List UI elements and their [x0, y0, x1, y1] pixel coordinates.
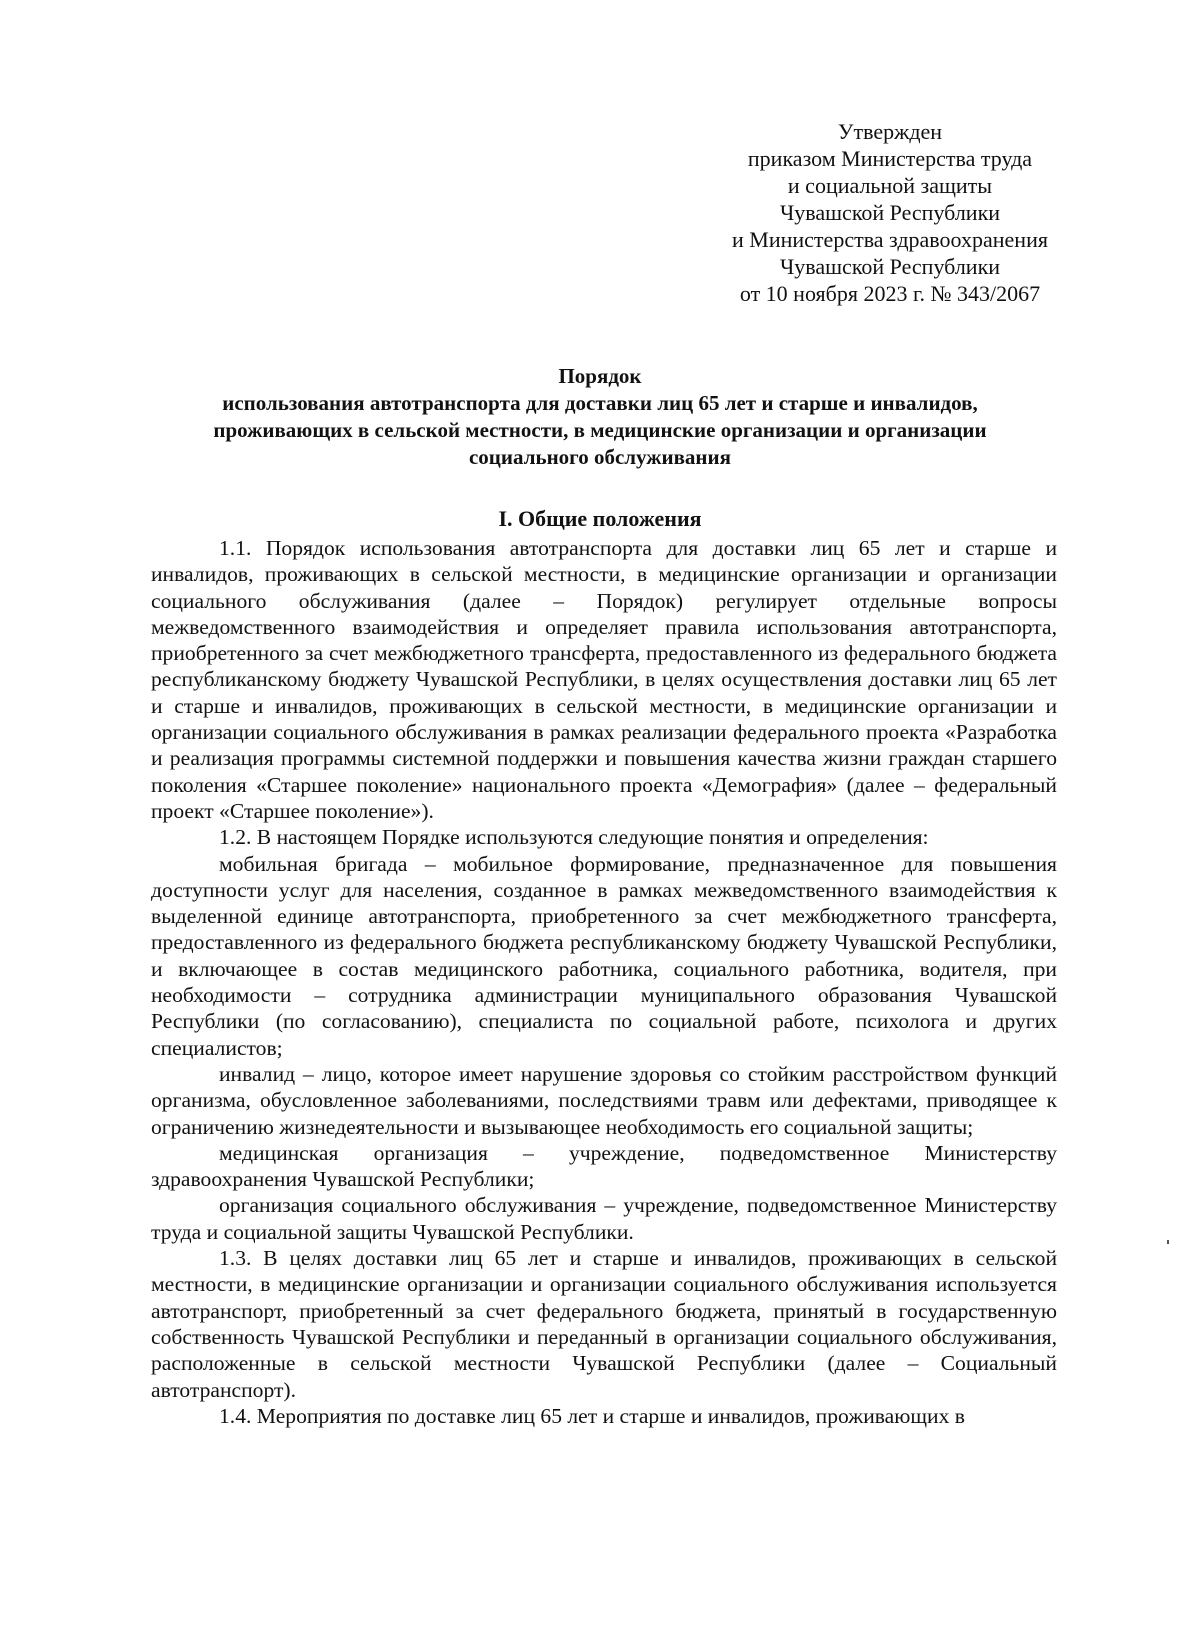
- title-line: Порядок: [558, 364, 642, 388]
- paragraph-1-1: 1.1. Порядок использования автотранспорта для доставки лиц 65 лет и старше и инвалидов, проживающих в сельской местности, в медицинские организации и организации социального обслуживания (далее – Порядок) регулирует отдельные вопросы межведомственного взаимодействия и определяет правила использования автотранспорта, приобретенного за счет межбюджетного трансферта, предоставленного из федерального бюджета республиканскому бюджету Чувашской Республики, в целях осуществления доставки лиц 65 лет и старше и инвалидов, проживающих в сельской местности, в медицинские организации и организации социального обслуживания в рамках реализации федерального проекта «Разработка и реализация программы системной поддержки и повышения качества жизни граждан старшего поколения «Старшее поколение» национального проекта «Демография» (далее – федеральный проект «Старшее поколение»).: [151, 536, 1057, 823]
- definition-mobile-team: мобильная бригада – мобильное формирование, предназначенное для повышения доступности услуг для населения, созданное в рамках межведомственного взаимодействия к выделенной единице автотранспорта, приобретенного за счет межбюджетного трансферта, предоставленного из федерального бюджета республиканскому бюджету Чувашской Республики, и включающее в состав медицинского работника, социального работника, водителя, при необходимости – сотрудника администрации муниципального образования Чувашской Республики (по согласованию), специалиста по социальной работе, психолога и других специалистов;: [151, 851, 1057, 1060]
- title-line: социального обслуживания: [468, 445, 731, 469]
- document-title: [150, 363, 1050, 471]
- document-body: [151, 535, 1057, 1429]
- paragraph-1-4: 1.4. Мероприятия по доставке лиц 65 лет и старше и инвалидов, проживающих в: [219, 1403, 965, 1428]
- section-heading: I. Общие положения: [498, 506, 702, 531]
- scan-speck: [1167, 1240, 1169, 1244]
- approval-line: и социальной защиты: [787, 173, 993, 198]
- paragraph-1-2: 1.2. В настоящем Порядке используются следующие понятия и определения:: [219, 825, 929, 850]
- definition-disabled-person: инвалид – лицо, которое имеет нарушение здоровья со стойким расстройством функций организма, обусловленное заболеваниями, последствиями травм или дефектами, приводящее к ограничению жизнедеятельности и вызывающее необходимость его социальной защиты;: [151, 1061, 1057, 1139]
- approval-line: Чувашской Республики: [779, 254, 1001, 279]
- definition-social-service-organization: организация социального обслуживания – учреждение, подведомственное Министерству труда и социальной защиты Чувашской Республики.: [151, 1193, 1057, 1244]
- title-line: использования автотранспорта для доставки лиц 65 лет и старше и инвалидов,: [222, 391, 978, 415]
- definition-medical-organization: медицинская организация – учреждение, подведомственное Министерству здравоохранения Чувашской Республики;: [151, 1140, 1057, 1192]
- approval-line: Утвержден: [837, 119, 943, 144]
- approval-stamp-block: [720, 118, 1060, 307]
- approval-line: и Министерства здравоохранения: [732, 227, 1048, 252]
- title-line: проживающих в сельской местности, в медицинские организации и организации: [213, 418, 987, 442]
- approval-date-number: от 10 ноября 2023 г. № 343/2067: [739, 281, 1041, 306]
- approval-line: Чувашской Республики: [779, 200, 1001, 225]
- paragraph-1-3: 1.3. В целях доставки лиц 65 лет и старше и инвалидов, проживающих в сельской местности, в медицинские организации и организации социального обслуживания используется автотранспорт, приобретенный за счет федерального бюджета, принятый в государственную собственность Чувашской Республики и переданный в организации социального обслуживания, расположенные в сельской местности Чувашской Республики (далее – Социальный автотранспорт).: [151, 1246, 1057, 1402]
- approval-line: приказом Министерства труда: [747, 146, 1033, 171]
